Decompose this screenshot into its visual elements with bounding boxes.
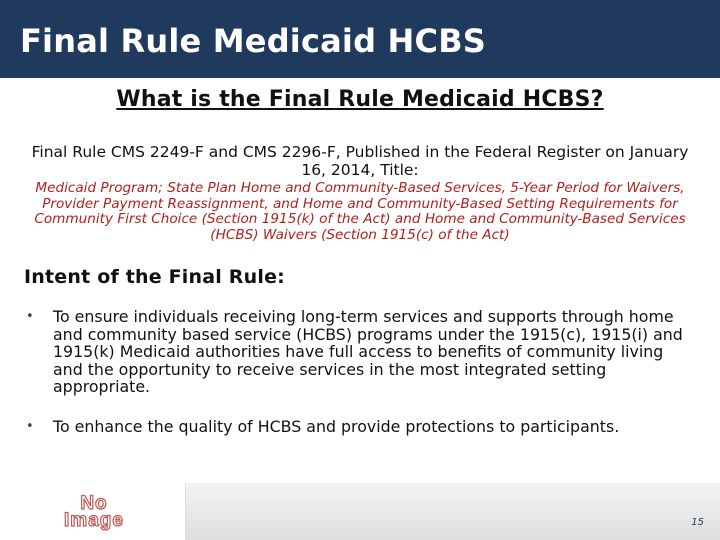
- no-image-line-2: Image: [64, 510, 124, 531]
- bullet-icon: •: [26, 309, 34, 324]
- publication-line: Final Rule CMS 2249-F and CMS 2296-F, Published in the Federal Register on January 16, 2014, Title:: [31, 143, 689, 179]
- no-image-label: [44, 495, 144, 529]
- intent-bullet-text: To enhance the quality of HCBS and provide protections to participants.: [53, 416, 620, 436]
- title-bar: [0, 0, 720, 78]
- slide-subtitle: What is the Final Rule Medicaid HCBS?: [116, 87, 604, 112]
- intent-bullet-text: To ensure individuals receiving long-term services and supports through home and community based service (HCBS) programs under the 1915(c), 1915(i) and 1915(k) Medicaid authorities have full access to benefits of community living and the opportunity to receive services in the most integrated setting appropriate.: [53, 307, 683, 396]
- intent-heading: Intent of the Final Rule:: [24, 266, 285, 288]
- intent-bullet-list: [24, 308, 696, 435]
- intent-bullet: [24, 308, 696, 396]
- page-number: 15: [691, 517, 704, 528]
- slide-title: Final Rule Medicaid HCBS: [20, 22, 487, 60]
- bullet-icon: •: [26, 418, 34, 434]
- no-image-placeholder: [0, 483, 186, 540]
- rule-title: Medicaid Program; State Plan Home and Community-Based Services, 5-Year Period for Waivers, Provider Payment Reassignment, and Home and Community-Based Setting Requirements for Community First Choice (Section 1915(k) of the Act) and Home and Community-Based Services (HCBS) Waivers (Section 1915(c) of the Act): [34, 180, 686, 243]
- no-image-line-1: No: [80, 493, 108, 514]
- footer-bar: [0, 483, 720, 540]
- intent-bullet: [24, 418, 696, 436]
